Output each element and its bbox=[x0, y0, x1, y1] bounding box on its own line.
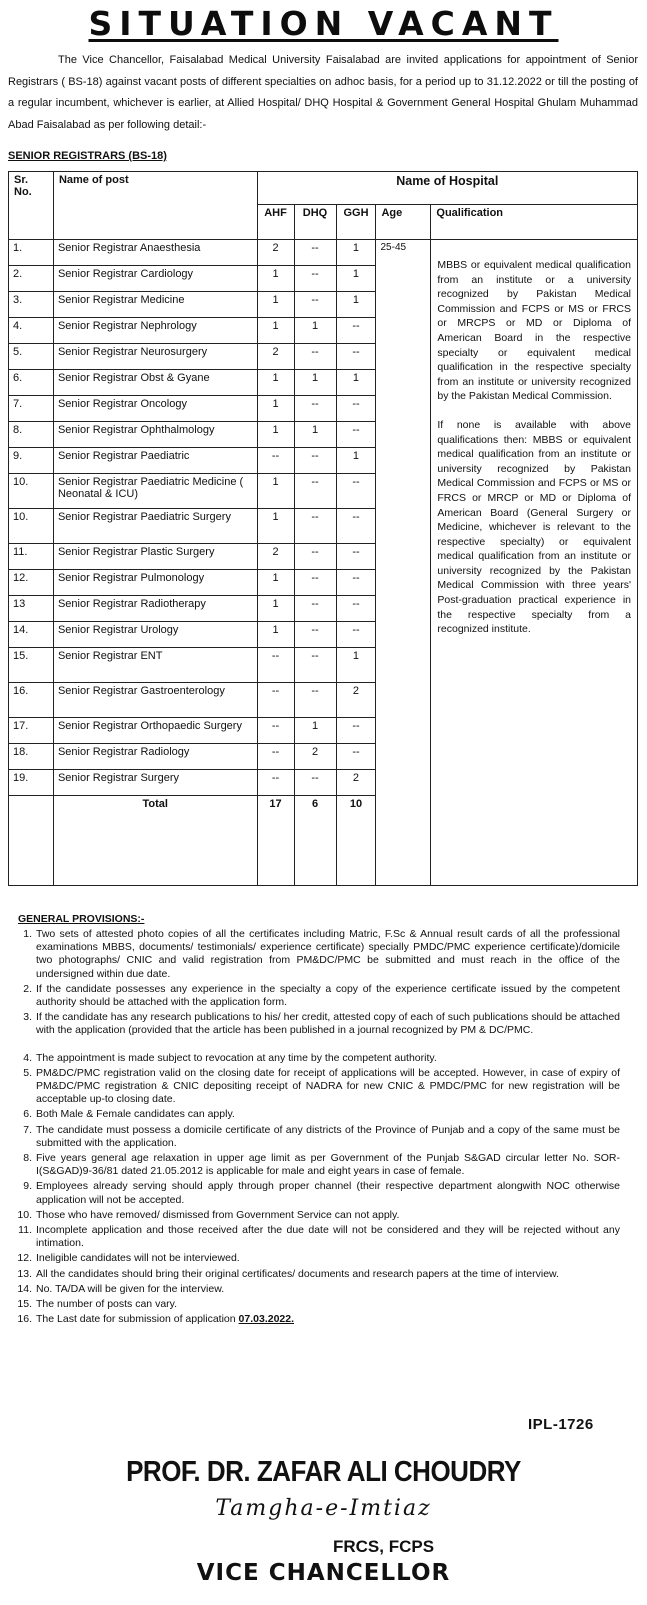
row-post-name: Senior Registrar Surgery bbox=[53, 770, 257, 796]
row-ahf-count: 2 bbox=[257, 240, 294, 266]
row-ggh-count: 2 bbox=[336, 683, 376, 718]
row-dhq-count: -- bbox=[294, 683, 336, 718]
row-post-name: Senior Registrar Anaesthesia bbox=[53, 240, 257, 266]
row-post-name: Senior Registrar Radiotherapy bbox=[53, 596, 257, 622]
row-dhq-count: -- bbox=[294, 570, 336, 596]
row-sr-no: 19. bbox=[9, 770, 54, 796]
qualification-primary: MBBS or equivalent medical qualification from an institute or a university recognized by Pakistan Medical Commission and FCPS or MS or FRCS or MRCPS or MD or Diploma of American Board in the respective specialty or equivalent medical qualification in the respective specialty from an institute or university recognized by the Pakistan Medical Commission. bbox=[437, 259, 631, 403]
provision-text: If the candidate has any research publications to his/ her credit, attested copy of each of such publications should be attached with the application (provided that the article has been published in a journal recognized by PM & DC/PMC. bbox=[36, 1011, 620, 1037]
row-ggh-count: -- bbox=[336, 422, 376, 448]
header-qualification: Qualification bbox=[431, 205, 638, 240]
row-dhq-count: -- bbox=[294, 344, 336, 370]
provision-number: 9. bbox=[23, 1180, 32, 1193]
provision-item bbox=[10, 1052, 620, 1065]
provision-number: 1. bbox=[23, 928, 32, 940]
row-ggh-count: 1 bbox=[336, 266, 376, 292]
provision-number: 11. bbox=[18, 1224, 32, 1237]
row-dhq-count: -- bbox=[294, 474, 336, 509]
row-ggh-count: 1 bbox=[336, 240, 376, 266]
general-provisions-list bbox=[10, 928, 620, 1328]
row-sr-no: 10. bbox=[9, 474, 54, 509]
section-heading: SENIOR REGISTRARS (BS-18) bbox=[8, 150, 167, 162]
row-post-name: Senior Registrar Gastroenterology bbox=[53, 683, 257, 718]
total-label: Total bbox=[53, 796, 257, 886]
row-post-name: Senior Registrar Medicine bbox=[53, 292, 257, 318]
posts-table bbox=[8, 171, 638, 886]
provision-number: 8. bbox=[23, 1152, 32, 1165]
row-dhq-count: 1 bbox=[294, 370, 336, 396]
signatory-name: PROF. DR. ZAFAR ALI CHOUDRY bbox=[126, 1454, 521, 1488]
row-dhq-count: -- bbox=[294, 266, 336, 292]
row-sr-no: 6. bbox=[9, 370, 54, 396]
provision-text: Those who have removed/ dismissed from Government Service can not apply. bbox=[36, 1208, 400, 1221]
row-sr-no: 12. bbox=[9, 570, 54, 596]
row-sr-no: 1. bbox=[9, 240, 54, 266]
provision-number: 7. bbox=[23, 1123, 32, 1136]
row-dhq-count: -- bbox=[294, 396, 336, 422]
row-sr-no: 9. bbox=[9, 448, 54, 474]
total-ggh: 10 bbox=[336, 796, 376, 886]
provision-item bbox=[10, 1124, 620, 1150]
provision-item bbox=[10, 1224, 620, 1250]
row-sr-no: 14. bbox=[9, 622, 54, 648]
row-ahf-count: 2 bbox=[257, 544, 294, 570]
row-post-name: Senior Registrar Urology bbox=[53, 622, 257, 648]
row-dhq-count: -- bbox=[294, 648, 336, 683]
row-ahf-count: -- bbox=[257, 744, 294, 770]
signatory-qualifications: FRCS, FCPS bbox=[332, 1537, 435, 1556]
provision-text: The number of posts can vary. bbox=[36, 1298, 178, 1311]
provision-number: 12. bbox=[17, 1252, 32, 1265]
row-post-name: Senior Registrar Plastic Surgery bbox=[53, 544, 257, 570]
provision-item bbox=[10, 1283, 620, 1296]
provision-item bbox=[10, 1108, 620, 1121]
row-ggh-count: 1 bbox=[336, 292, 376, 318]
row-sr-no: 4. bbox=[9, 318, 54, 344]
provision-text: No. TA/DA will be given for the interview. bbox=[36, 1282, 225, 1295]
row-ggh-count: -- bbox=[336, 570, 376, 596]
row-post-name: Senior Registrar Cardiology bbox=[53, 266, 257, 292]
row-ggh-count: -- bbox=[336, 744, 376, 770]
row-ggh-count: 2 bbox=[336, 770, 376, 796]
provision-text: Incomplete application and those received after the due date will not be considered and they will be rejected without any intimation. bbox=[36, 1224, 620, 1250]
provision-item bbox=[10, 928, 620, 981]
row-ggh-count: 1 bbox=[336, 648, 376, 683]
row-sr-no: 7. bbox=[9, 396, 54, 422]
row-sr-no: 11. bbox=[9, 544, 54, 570]
total-dhq: 6 bbox=[294, 796, 336, 886]
general-provisions-heading: GENERAL PROVISIONS:- bbox=[18, 913, 145, 925]
header-hospital: Name of Hospital bbox=[257, 172, 637, 205]
provision-number: 15. bbox=[17, 1298, 32, 1311]
provision-item bbox=[10, 1298, 620, 1311]
row-post-name: Senior Registrar Paediatric bbox=[53, 448, 257, 474]
row-ahf-count: 1 bbox=[257, 292, 294, 318]
row-post-name: Senior Registrar Paediatric Surgery bbox=[53, 509, 257, 544]
row-sr-no: 5. bbox=[9, 344, 54, 370]
row-ggh-count: 1 bbox=[336, 448, 376, 474]
row-ahf-count: -- bbox=[257, 683, 294, 718]
signatory-designation: VICE CHANCELLOR bbox=[196, 1560, 451, 1586]
provision-text: Five years general age relaxation in upper age limit as per Government of the Punjab S&GAD circular letter No. SOR-I(S&GAD)9-36/81 dated 21.05.2012 is applicable for male and eight years in case of female. bbox=[36, 1152, 620, 1178]
row-dhq-count: -- bbox=[294, 509, 336, 544]
provision-item bbox=[10, 1180, 620, 1206]
signatory-award: Tamgha-e-Imtiaz bbox=[215, 1496, 432, 1521]
row-dhq-count: 1 bbox=[294, 718, 336, 744]
row-sr-no: 13 bbox=[9, 596, 54, 622]
provision-text: Employees already serving should apply through proper channel (their respective department alongwith NOC otherwise application will not be accepted. bbox=[36, 1180, 620, 1206]
row-ggh-count: -- bbox=[336, 544, 376, 570]
row-dhq-count: -- bbox=[294, 544, 336, 570]
provision-item bbox=[10, 983, 620, 1009]
row-ggh-count: -- bbox=[336, 318, 376, 344]
provision-number: 14. bbox=[17, 1282, 32, 1295]
header-ggh: GGH bbox=[336, 205, 376, 240]
provision-number: 6. bbox=[23, 1108, 32, 1121]
table-row bbox=[9, 240, 638, 266]
provision-text: Both Male & Female candidates can apply. bbox=[36, 1108, 235, 1121]
provision-text: Two sets of attested photo copies of all the certificates including Matric, F.Sc & Annual result cards of all the professional examinations MBBS, documents/ testimonials/ experience certificate) specially PMDC/PMC experience certificate)/domicile two photographs/ CNIC and valid registration from PM&DC/PMC be submitted and must reach in the office of the undersigned within due date. bbox=[36, 928, 620, 980]
row-sr-no: 16. bbox=[9, 683, 54, 718]
provision-text: The Last date for submission of application bbox=[36, 1313, 236, 1326]
row-ahf-count: 1 bbox=[257, 318, 294, 344]
row-sr-no: 3. bbox=[9, 292, 54, 318]
row-post-name: Senior Registrar Radiology bbox=[53, 744, 257, 770]
provision-number: 5. bbox=[23, 1066, 32, 1079]
header-age: Age bbox=[376, 205, 431, 240]
table-body bbox=[9, 240, 638, 886]
provision-text: Ineligible candidates will not be interviewed. bbox=[36, 1252, 240, 1265]
last-date: 07.03.2022. bbox=[238, 1313, 295, 1326]
row-sr-no: 15. bbox=[9, 648, 54, 683]
row-post-name: Senior Registrar Orthopaedic Surgery bbox=[53, 718, 257, 744]
row-ahf-count: -- bbox=[257, 718, 294, 744]
row-ggh-count: -- bbox=[336, 344, 376, 370]
row-post-name: Senior Registrar Pulmonology bbox=[53, 570, 257, 596]
row-dhq-count: -- bbox=[294, 622, 336, 648]
provision-item bbox=[10, 1152, 620, 1178]
provision-text: All the candidates should bring their original certificates/ documents and research papers at the time of interview. bbox=[36, 1267, 559, 1280]
row-dhq-count: 2 bbox=[294, 744, 336, 770]
row-ggh-count: -- bbox=[336, 474, 376, 509]
row-post-name: Senior Registrar Obst & Gyane bbox=[53, 370, 257, 396]
header-ahf: AHF bbox=[257, 205, 294, 240]
row-dhq-count: 1 bbox=[294, 318, 336, 344]
row-ahf-count: 1 bbox=[257, 509, 294, 544]
provision-text: The candidate must possess a domicile certificate of any districts of the Province of Punjab and a copy of the same must be submitted with the application. bbox=[36, 1123, 620, 1149]
row-post-name: Senior Registrar Oncology bbox=[53, 396, 257, 422]
row-post-name: Senior Registrar Ophthalmology bbox=[53, 422, 257, 448]
row-dhq-count: -- bbox=[294, 292, 336, 318]
row-ahf-count: 1 bbox=[257, 570, 294, 596]
row-ggh-count: -- bbox=[336, 718, 376, 744]
intro-line-1: The Vice Chancellor, Faisalabad Medical University Faisalabad are invited applications for appointment bbox=[58, 54, 587, 66]
row-ggh-count: -- bbox=[336, 396, 376, 422]
row-post-name: Senior Registrar Neurosurgery bbox=[53, 344, 257, 370]
row-post-name: Senior Registrar ENT bbox=[53, 648, 257, 683]
qualification-cell bbox=[431, 240, 638, 886]
row-ahf-count: 1 bbox=[257, 422, 294, 448]
intro-paragraph bbox=[8, 50, 638, 136]
row-ggh-count: -- bbox=[336, 596, 376, 622]
row-ggh-count: -- bbox=[336, 622, 376, 648]
row-ahf-count: 1 bbox=[257, 474, 294, 509]
provision-item bbox=[10, 1011, 620, 1037]
row-sr-no: 8. bbox=[9, 422, 54, 448]
row-ahf-count: 1 bbox=[257, 596, 294, 622]
row-ahf-count: 1 bbox=[257, 266, 294, 292]
header-sr-no: Sr. No. bbox=[9, 172, 54, 240]
provision-number: 4. bbox=[23, 1051, 32, 1064]
total-ahf: 17 bbox=[257, 796, 294, 886]
row-ahf-count: 1 bbox=[257, 396, 294, 422]
reference-code: IPL-1726 bbox=[528, 1416, 594, 1433]
row-ahf-count: -- bbox=[257, 648, 294, 683]
provision-text: PM&DC/PMC registration valid on the closing date for receipt of applications will be accepted. However, in case of expiry of PM&DC/PMC registration & CNIC depositing receipt of NADRA for new CNIC & PMDC/PMC for new registration will be acceptable up-to closing date. bbox=[36, 1066, 620, 1106]
age-limit: 25-45 bbox=[376, 240, 431, 886]
row-post-name: Senior Registrar Paediatric Medicine ( Neonatal & ICU) bbox=[53, 474, 257, 509]
row-sr-no: 10. bbox=[9, 509, 54, 544]
provision-number: 3. bbox=[23, 1011, 32, 1024]
row-dhq-count: 1 bbox=[294, 422, 336, 448]
provision-item bbox=[10, 1067, 620, 1107]
row-ahf-count: 1 bbox=[257, 370, 294, 396]
provision-number: 13. bbox=[17, 1267, 32, 1280]
row-ahf-count: -- bbox=[257, 770, 294, 796]
row-dhq-count: -- bbox=[294, 596, 336, 622]
provision-text: If the candidate possesses any experience in the specialty a copy of the experience certificate issued by the competent authority should be attached with the application form. bbox=[36, 982, 620, 1009]
header-post-name: Name of post bbox=[53, 172, 257, 240]
provision-text: The appointment is made subject to revocation at any time by the competent authority. bbox=[36, 1051, 437, 1064]
row-dhq-count: -- bbox=[294, 448, 336, 474]
intro-rest: of Senior Registrars ( BS-18) against vacant posts of different specialties on adhoc basis, for a period up to 31.12.2022 or till the posting of a regular incumbent, whichever is earlier, at Allied Hospital/ DHQ Hospital & Government General Hospital Ghulam Muhammad Abad Faisalabad as per following detail:- bbox=[8, 54, 638, 131]
row-sr-no: 2. bbox=[9, 266, 54, 292]
provision-item bbox=[10, 1268, 620, 1281]
header-dhq: DHQ bbox=[294, 205, 336, 240]
provision-item-last-date bbox=[10, 1313, 620, 1326]
provision-number: 2. bbox=[23, 982, 32, 995]
row-ggh-count: 1 bbox=[336, 370, 376, 396]
row-post-name: Senior Registrar Nephrology bbox=[53, 318, 257, 344]
row-ahf-count: -- bbox=[257, 448, 294, 474]
row-dhq-count: -- bbox=[294, 240, 336, 266]
qualification-alternative: If none is available with above qualifications then: MBBS or equivalent medical qualification from an institute or university recognized by Pakistan Medical Commission and FCPS or MS or FRCS or MRCP or MD or Diploma of American Board (General Surgery or Medicine, whichever is relevant to the respective specialty) or equivalent medical qualification from an institute or university recognized by the Pakistan Medical Commission with three years' Post-graduation practical experience in the respective specialty from a recognized institute. bbox=[437, 418, 631, 636]
row-dhq-count: -- bbox=[294, 770, 336, 796]
row-ggh-count: -- bbox=[336, 509, 376, 544]
provision-item bbox=[10, 1209, 620, 1222]
row-ahf-count: 2 bbox=[257, 344, 294, 370]
row-sr-no: 18. bbox=[9, 744, 54, 770]
page-title: SITUATION VACANT bbox=[88, 4, 559, 43]
provision-number: 16. bbox=[17, 1313, 32, 1326]
provision-number: 10. bbox=[17, 1208, 32, 1221]
total-blank-cell bbox=[9, 796, 54, 886]
provision-item bbox=[10, 1252, 620, 1265]
row-sr-no: 17. bbox=[9, 718, 54, 744]
row-ahf-count: 1 bbox=[257, 622, 294, 648]
